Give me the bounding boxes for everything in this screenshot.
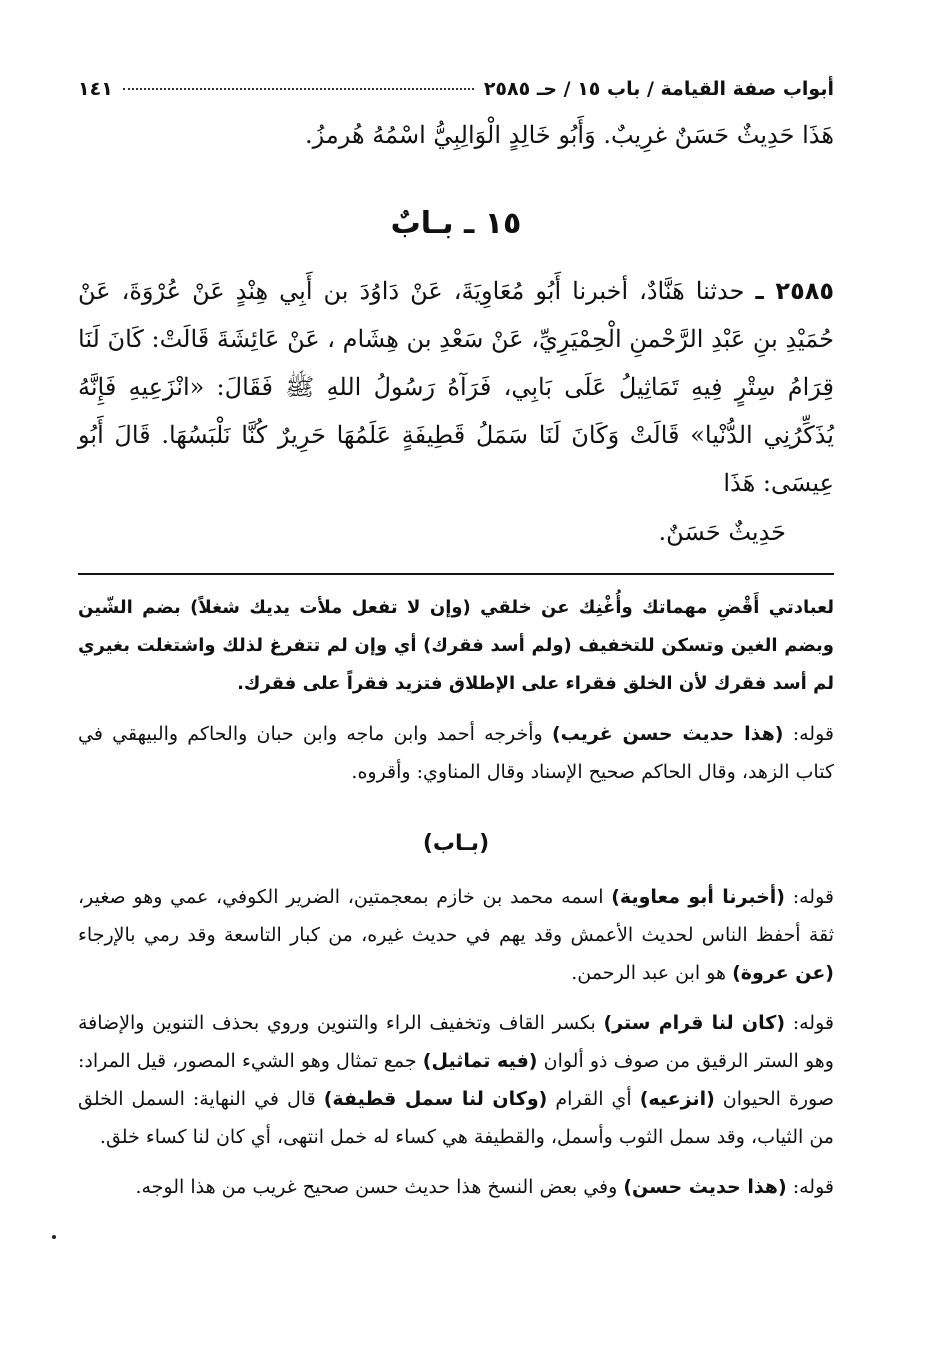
margin-dot <box>52 1235 56 1239</box>
chapter-title: ١٥ ـ بـابٌ <box>390 206 522 241</box>
hadith-number: ٢٥٨٥ ـ <box>755 277 835 305</box>
note-rest: وأخرجه أحمد وابن ماجه وابن حبان والحاكم والبيهقي في كتاب الزهد، وقال الحاكم صحيح الإسناد وقال المناوي: وأقروه. <box>78 723 834 783</box>
hadith-body: حدثنا هَنَّادٌ، أخبرنا أَبُو مُعَاوِيَةَ، عَنْ دَاوُدَ بن أَبِي هِنْدٍ عَنْ عُرْوَةَ، عَنْ حُمَيْدِ بنِ عَبْدِ الرَّحْمنِ الْحِمْيَرِيِّ، عَنْ سَعْدِ بن هِشَام ، عَنْ عَائِشَةَ قَالَتْ: كَانَ لَنَا قِرَامُ سِتْرٍ فِيهِ تَمَاثِيلُ عَلَى بَابِي، فَرَآهُ رَسُولُ اللهِ ﷺ فَقَالَ: «انْزَعِيهِ فَإِنَّهُ يُذَكِّرُنِي الدُّنْيا» قَالَتْ وَكَانَ لَنَا سَمَلُ قَطِيفَةٍ عَلَمُهَا حَرِيرٌ كُنَّا نَلْبَسُهَا. قَالَ أَبُو عِيسَى: هَذَا <box>78 277 834 497</box>
note-rest: قال في النهاية: السمل الخلق من الثياب، وقد سمل الثوب وأسمل، والقطيفة هي كساء له خمل انتهى، أي كان لنا كساء خلق. <box>78 1088 834 1148</box>
commentary <box>78 589 834 1206</box>
note-quote: (هذا حديث حسن غريب) <box>551 723 784 745</box>
note-text: اسمه محمد بن خازم بمعجمتين، الضرير الكوفي، عمي وهو صغير، ثقة أحفظ الناس لحديث الأعمش وقد يهم في حديث غيره، من كبار التاسعة وقد رمي بالإرجاء <box>78 886 834 946</box>
dotted-leader <box>123 88 474 90</box>
note-text: جمع تمثال وهو الشيء المصور، قيل المراد: صورة الحيوان <box>78 1050 834 1110</box>
note-quote: (عن عروة) <box>732 962 834 984</box>
intro-line: هَذَا حَدِيثٌ حَسَنٌ غرِيبٌ. وَأَبُو خَالِدٍ الْوَالِبِيُّ اسْمُهُ هُرمزُ. <box>305 121 834 149</box>
note-quote: (انزعيه) <box>639 1088 715 1110</box>
note-lead: قوله: <box>784 886 834 908</box>
commentary-note-1 <box>78 715 834 791</box>
note-quote: (وكان لنا سمل قطيفة) <box>323 1088 548 1110</box>
footnote-divider <box>78 573 834 575</box>
note-quote: (كان لنا قرام ستر) <box>603 1012 786 1034</box>
note-lead: قوله: <box>786 1176 834 1198</box>
hadith-closing: حَدِيثٌ حَسَنٌ. <box>658 518 786 546</box>
note-lead: قوله: <box>785 1012 834 1034</box>
note-quote: (هذا حديث حسن) <box>623 1176 787 1198</box>
note-quote: (أخبرنا أبو معاوية) <box>611 886 785 908</box>
note-quote: (فيه تماثيل) <box>422 1050 538 1072</box>
page-number: ١٤١ <box>78 78 113 100</box>
commentary-note-2 <box>78 878 834 992</box>
commentary-note-4 <box>78 1168 834 1206</box>
note-lead: قوله: <box>783 723 834 745</box>
commentary-note-3 <box>78 1004 834 1156</box>
commentary-chapter-title: (بـاب) <box>422 831 490 856</box>
running-header <box>78 78 834 112</box>
note-text: بكسر القاف وتخفيف الراء والتنوين وروي بحذف التنوين والإضافة وهو الستر الرقيق من صوف ذو ألوان <box>78 1012 834 1072</box>
commentary-prev-block: لعبادتي أَقْضِ مهماتك وأُغْنِك عن خلقي (وإن لا تفعل ملأت يديك شغلاً) بضم الشّين وبضم الغين وتسكن للتخفيف (ولم أسد فقرك) أي وإن لم تتفرغ لذلك واشتغلت بغيري لم أسد فقرك لأن الخلق فقراء على الإطلاق فتزيد فقراً على فقرك. <box>78 597 834 694</box>
hadith-text <box>78 267 834 507</box>
note-rest: وفي بعض النسخ هذا حديث حسن صحيح غريب من هذا الوجه. <box>135 1176 624 1198</box>
note-rest: هو ابن عبد الرحمن. <box>571 962 733 984</box>
running-header-title: أبواب صفة القيامة / باب ١٥ / حـ ٢٥٨٥ <box>483 78 834 100</box>
note-text: أي القرام <box>547 1088 640 1110</box>
